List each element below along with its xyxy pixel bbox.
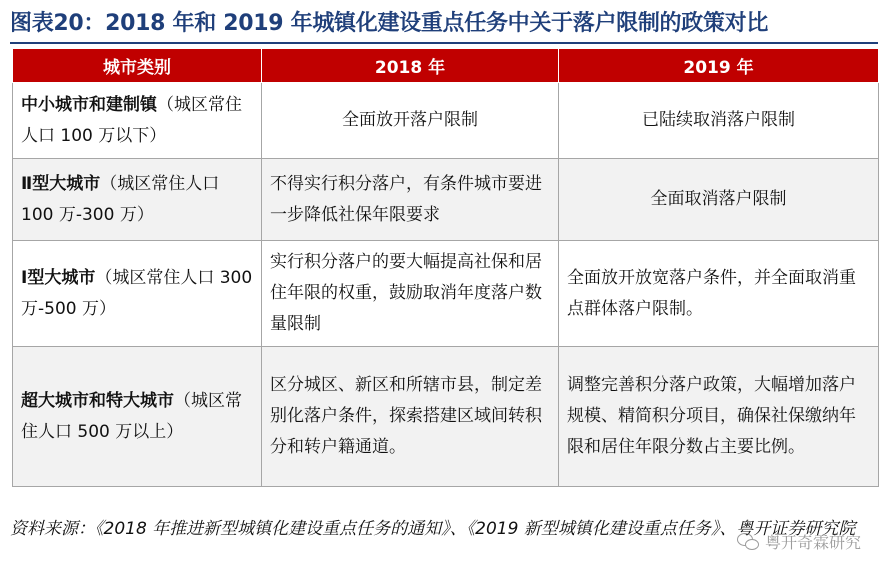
category-population: （城区常住人口 100 万以下） (21, 94, 242, 146)
title-divider (10, 42, 878, 44)
table-row (13, 241, 879, 347)
policy-2018-cell: 全面放开落户限制 (262, 83, 559, 159)
category-cell (13, 83, 262, 159)
header-2018: 2018 年 (262, 49, 559, 83)
category-name: Ⅱ型大城市 (21, 173, 101, 194)
watermark-text: 粤开奇霖研究 (764, 533, 861, 552)
policy-2018-cell: 不得实行积分落户，有条件城市要进一步降低社保年限要求 (262, 159, 559, 241)
table-header-row (13, 49, 879, 83)
page-title: 图表20：2018 年和 2019 年城镇化建设重点任务中关于落户限制的政策对比 (10, 11, 769, 36)
policy-comparison-table (12, 48, 879, 487)
category-cell (13, 241, 262, 347)
source-note: 资料来源：《2018 年推进新型城镇化建设重点任务的通知》、《2019 新型城镇化建设重点任务》、粤开证券研究院 (10, 519, 856, 539)
policy-2018-cell: 区分城区、新区和所辖市县，制定差别化落户条件，探索搭建区域间转积分和转户籍通道。 (262, 347, 559, 487)
category-name: Ⅰ型大城市 (21, 267, 96, 288)
policy-2019-cell: 全面放开放宽落户条件，并全面取消重点群体落户限制。 (559, 241, 879, 347)
category-population: （城区常住人口 100 万-300 万） (21, 173, 220, 225)
category-population: （城区常住人口 500 万以上） (21, 390, 242, 442)
category-cell (13, 347, 262, 487)
table-row (13, 83, 879, 159)
policy-2018-cell: 实行积分落户的要大幅提高社保和居住年限的权重，鼓励取消年度落户数量限制 (262, 241, 559, 347)
category-cell (13, 159, 262, 241)
policy-2019-cell: 已陆续取消落户限制 (559, 83, 879, 159)
category-name: 中小城市和建制镇 (21, 94, 157, 115)
category-population: （城区常住人口 300 万-500 万） (21, 267, 253, 319)
watermark (737, 530, 861, 553)
policy-2019-cell: 全面取消落户限制 (559, 159, 879, 241)
header-2019: 2019 年 (559, 49, 879, 83)
table-row (13, 347, 879, 487)
wechat-icon (737, 533, 759, 551)
header-city-category: 城市类别 (13, 49, 262, 83)
table-row (13, 159, 879, 241)
policy-2019-cell: 调整完善积分落户政策，大幅增加落户规模、精简积分项目，确保社保缴纳年限和居住年限分数占主要比例。 (559, 347, 879, 487)
category-name: 超大城市和特大城市 (21, 390, 174, 411)
